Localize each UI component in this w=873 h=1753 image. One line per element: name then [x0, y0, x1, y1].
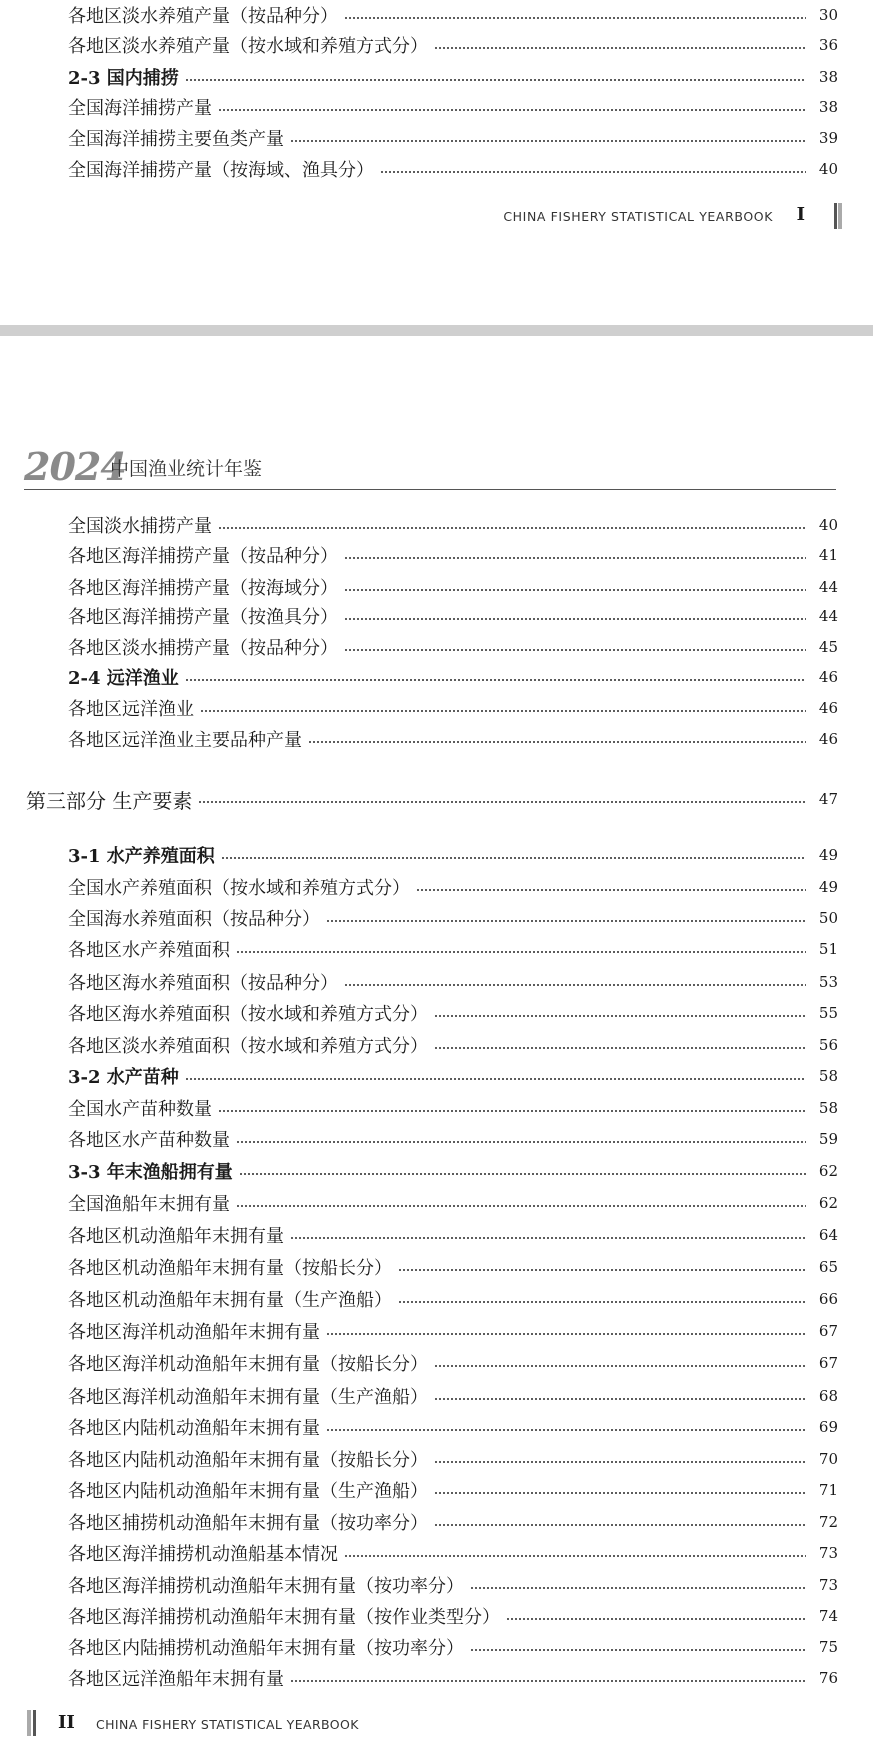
toc-section-heading[interactable] [68, 840, 838, 870]
toc-entry-title: 各地区淡水捕捞产量（按品种分） [68, 638, 338, 659]
toc-page-number: 73 [818, 1544, 838, 1562]
dot-leader [326, 1333, 806, 1335]
page-footer [0, 1704, 873, 1744]
dot-leader [416, 889, 806, 891]
footer-title: CHINA FISHERY STATISTICAL YEARBOOK [96, 1717, 359, 1732]
toc-page-number: 62 [818, 1162, 838, 1180]
toc-entry-title: 各地区机动渔船年末拥有量（按船长分） [68, 1258, 392, 1279]
dot-leader [290, 140, 806, 142]
toc-entry-title: 各地区远洋渔船年末拥有量 [68, 1669, 284, 1690]
toc-page-number: 69 [818, 1418, 838, 1436]
toc-entry[interactable] [68, 1348, 838, 1378]
toc-page-number: 45 [818, 638, 838, 656]
toc-page-number: 40 [818, 160, 838, 178]
dot-leader [380, 171, 806, 173]
dot-leader [434, 1398, 806, 1400]
dot-leader [218, 527, 806, 529]
toc-page-number: 44 [818, 578, 838, 596]
toc-entry[interactable] [68, 510, 838, 540]
toc-entry-title: 全国海洋捕捞产量 [68, 98, 212, 119]
toc-page-number: 71 [818, 1481, 838, 1499]
toc-page-number: 46 [818, 699, 838, 717]
toc-entry[interactable] [68, 872, 838, 902]
toc-entry[interactable] [68, 1601, 838, 1631]
dot-leader [344, 1555, 806, 1557]
toc-entry-title: 各地区捕捞机动渔船年末拥有量（按功率分） [68, 1513, 428, 1534]
toc-entry-title: 各地区海洋捕捞机动渔船年末拥有量（按功率分） [68, 1576, 464, 1597]
toc-page-number: 76 [818, 1669, 838, 1687]
toc-page-number: 38 [818, 98, 838, 116]
dot-leader [200, 710, 806, 712]
toc-page-number: 66 [818, 1290, 838, 1308]
dot-leader [185, 79, 806, 81]
toc-entry-title: 2-3 国内捕捞 [68, 68, 179, 89]
toc-entry[interactable] [68, 903, 838, 933]
dot-leader [344, 557, 806, 559]
toc-entry[interactable] [68, 1381, 838, 1411]
toc-section-heading[interactable] [68, 1061, 838, 1091]
toc-page-number: 65 [818, 1258, 838, 1276]
dot-leader [308, 741, 806, 743]
dot-leader [344, 618, 806, 620]
toc-page-number: 56 [818, 1036, 838, 1054]
toc-entry-title: 各地区机动渔船年末拥有量 [68, 1226, 284, 1247]
toc-page-number: 50 [818, 909, 838, 927]
toc-page-number: 51 [818, 940, 838, 958]
page-number: II [58, 1712, 75, 1733]
toc-page-1 [0, 0, 873, 325]
toc-entry-title: 各地区海洋机动渔船年末拥有量（生产渔船） [68, 1387, 428, 1408]
toc-page-number: 72 [818, 1513, 838, 1531]
toc-entry[interactable] [68, 1663, 838, 1693]
toc-entry-title: 全国淡水捕捞产量 [68, 516, 212, 537]
toc-entry-title: 各地区淡水养殖产量（按品种分） [68, 6, 338, 27]
toc-page-number: 30 [818, 6, 838, 24]
dot-leader [434, 1461, 806, 1463]
toc-entry[interactable] [68, 1220, 838, 1250]
toc-page-number: 67 [818, 1354, 838, 1372]
dot-leader [470, 1649, 806, 1651]
dot-leader [221, 857, 806, 859]
toc-entry-title: 各地区淡水养殖产量（按水域和养殖方式分） [68, 36, 428, 57]
footer-bar-mark [834, 203, 837, 229]
toc-page-number: 38 [818, 68, 838, 86]
dot-leader [326, 920, 806, 922]
toc-page-number: 36 [818, 36, 838, 54]
toc-entry[interactable] [68, 1284, 838, 1314]
toc-entry[interactable] [68, 1570, 838, 1600]
toc-entry-title: 全国海洋捕捞主要鱼类产量 [68, 129, 284, 150]
toc-section-heading[interactable] [68, 62, 838, 92]
toc-entry[interactable] [68, 1030, 838, 1060]
dot-leader [470, 1587, 806, 1589]
toc-page-number: 47 [818, 790, 838, 808]
toc-page-number: 44 [818, 607, 838, 625]
toc-page-number: 67 [818, 1322, 838, 1340]
toc-page-number: 46 [818, 730, 838, 748]
toc-entry-title: 3-2 水产苗种 [68, 1067, 179, 1088]
page-footer [0, 203, 873, 233]
running-header [24, 444, 836, 488]
dot-leader [326, 1429, 806, 1431]
toc-entry-title: 各地区海洋捕捞机动渔船基本情况 [68, 1544, 338, 1565]
toc-page-number: 49 [818, 846, 838, 864]
toc-entry[interactable] [68, 934, 838, 964]
toc-entry[interactable] [68, 0, 838, 30]
dot-leader [434, 1047, 806, 1049]
toc-page-number: 70 [818, 1450, 838, 1468]
toc-page-number: 73 [818, 1576, 838, 1594]
dot-leader [185, 1078, 806, 1080]
toc-page-number: 39 [818, 129, 838, 147]
dot-leader [344, 589, 806, 591]
toc-entry-title: 各地区内陆机动渔船年末拥有量（按船长分） [68, 1450, 428, 1471]
toc-section-heading[interactable] [68, 662, 838, 692]
dot-leader [344, 984, 806, 986]
toc-page-number: 53 [818, 973, 838, 991]
toc-page-number: 75 [818, 1638, 838, 1656]
toc-entry[interactable] [68, 1507, 838, 1537]
toc-entry[interactable] [68, 572, 838, 602]
dot-leader [506, 1618, 806, 1620]
header-year: 2024 [24, 444, 126, 489]
dot-leader [290, 1237, 806, 1239]
footer-bar-mark [33, 1710, 36, 1736]
header-title: 中国渔业统计年鉴 [110, 458, 263, 480]
toc-entry[interactable] [68, 1444, 838, 1474]
toc-entry-title: 全国渔船年末拥有量 [68, 1194, 230, 1215]
toc-entry-title: 全国水产苗种数量 [68, 1099, 212, 1120]
toc-entry-title: 全国水产养殖面积（按水域和养殖方式分） [68, 878, 410, 899]
toc-entry[interactable] [68, 601, 838, 631]
toc-entry[interactable] [68, 632, 838, 662]
dot-leader [290, 1680, 806, 1682]
dot-leader [434, 1524, 806, 1526]
toc-entry-title: 3-1 水产养殖面积 [68, 846, 215, 867]
toc-entry[interactable] [68, 1538, 838, 1568]
dot-leader [239, 1173, 806, 1175]
dot-leader [185, 679, 806, 681]
footer-bar-mark [27, 1710, 31, 1736]
toc-entry[interactable] [68, 1124, 838, 1154]
header-rule [24, 489, 836, 490]
toc-entry[interactable] [68, 967, 838, 997]
toc-entry[interactable] [68, 123, 838, 153]
toc-entry[interactable] [68, 693, 838, 723]
dot-leader [218, 1110, 806, 1112]
toc-page-number: 74 [818, 1607, 838, 1625]
toc-page-number: 40 [818, 516, 838, 534]
page-number: I [796, 204, 805, 225]
toc-entry-title: 各地区海洋捕捞产量（按品种分） [68, 546, 338, 567]
toc-entry-title: 各地区机动渔船年末拥有量（生产渔船） [68, 1290, 392, 1311]
toc-entry[interactable] [68, 30, 838, 60]
dot-leader [398, 1269, 806, 1271]
toc-page-number: 41 [818, 546, 838, 564]
toc-entry[interactable] [68, 1412, 838, 1442]
toc-entry[interactable] [68, 998, 838, 1028]
toc-entry-title: 各地区海洋机动渔船年末拥有量 [68, 1322, 320, 1343]
toc-entry-title: 各地区内陆机动渔船年末拥有量（生产渔船） [68, 1481, 428, 1502]
footer-title: CHINA FISHERY STATISTICAL YEARBOOK [503, 209, 773, 224]
toc-page-number: 64 [818, 1226, 838, 1244]
dot-leader [236, 951, 806, 953]
dot-leader [434, 1492, 806, 1494]
toc-entry[interactable] [68, 92, 838, 122]
toc-entry[interactable] [68, 1252, 838, 1282]
dot-leader [236, 1141, 806, 1143]
toc-entry-title: 各地区远洋渔业主要品种产量 [68, 730, 302, 751]
dot-leader [434, 1365, 806, 1367]
dot-leader [236, 1205, 806, 1207]
toc-entry-title: 全国海洋捕捞产量（按海域、渔具分） [68, 160, 374, 181]
toc-entry[interactable] [68, 1632, 838, 1662]
toc-entry-title: 各地区海洋捕捞产量（按渔具分） [68, 607, 338, 628]
toc-entry-title: 各地区海水养殖面积（按水域和养殖方式分） [68, 1004, 428, 1025]
dot-leader [398, 1301, 806, 1303]
dot-leader [198, 801, 806, 803]
toc-page-number: 55 [818, 1004, 838, 1022]
toc-entry-title: 3-3 年末渔船拥有量 [68, 1162, 233, 1183]
toc-entry-title: 各地区水产苗种数量 [68, 1130, 230, 1151]
toc-entry[interactable] [68, 1475, 838, 1505]
toc-page-number: 58 [818, 1099, 838, 1117]
toc-entry[interactable] [68, 1188, 838, 1218]
toc-page-number: 49 [818, 878, 838, 896]
toc-entry-title: 第三部分 生产要素 [26, 788, 193, 813]
dot-leader [344, 649, 806, 651]
toc-page-number: 62 [818, 1194, 838, 1212]
toc-entry-title: 各地区海洋捕捞产量（按海域分） [68, 578, 338, 599]
toc-entry[interactable] [68, 1093, 838, 1123]
dot-leader [434, 1015, 806, 1017]
toc-entry[interactable] [68, 724, 838, 754]
toc-entry-title: 各地区内陆捕捞机动渔船年末拥有量（按功率分） [68, 1638, 464, 1659]
toc-page-number: 68 [818, 1387, 838, 1405]
toc-page-number: 46 [818, 668, 838, 686]
page-separator [0, 325, 873, 336]
toc-section-heading[interactable] [68, 1156, 838, 1186]
toc-entry-title: 各地区远洋渔业 [68, 699, 194, 720]
dot-leader [218, 109, 806, 111]
toc-entry-title: 各地区海洋捕捞机动渔船年末拥有量（按作业类型分） [68, 1607, 500, 1628]
toc-page-number: 58 [818, 1067, 838, 1085]
toc-entry-title: 各地区海洋机动渔船年末拥有量（按船长分） [68, 1354, 428, 1375]
toc-entry[interactable] [68, 540, 838, 570]
toc-entry[interactable] [68, 1316, 838, 1346]
footer-bar-mark [838, 203, 842, 229]
toc-part-heading[interactable] [26, 784, 838, 814]
toc-entry[interactable] [68, 154, 838, 184]
toc-entry-title: 各地区水产养殖面积 [68, 940, 230, 961]
dot-leader [434, 47, 806, 49]
toc-entry-title: 各地区海水养殖面积（按品种分） [68, 973, 338, 994]
toc-entry-title: 各地区淡水养殖面积（按水域和养殖方式分） [68, 1036, 428, 1057]
toc-page-number: 59 [818, 1130, 838, 1148]
toc-entry-title: 全国海水养殖面积（按品种分） [68, 909, 320, 930]
toc-entry-title: 各地区内陆机动渔船年末拥有量 [68, 1418, 320, 1439]
toc-entry-title: 2-4 远洋渔业 [68, 668, 179, 689]
dot-leader [344, 17, 806, 19]
